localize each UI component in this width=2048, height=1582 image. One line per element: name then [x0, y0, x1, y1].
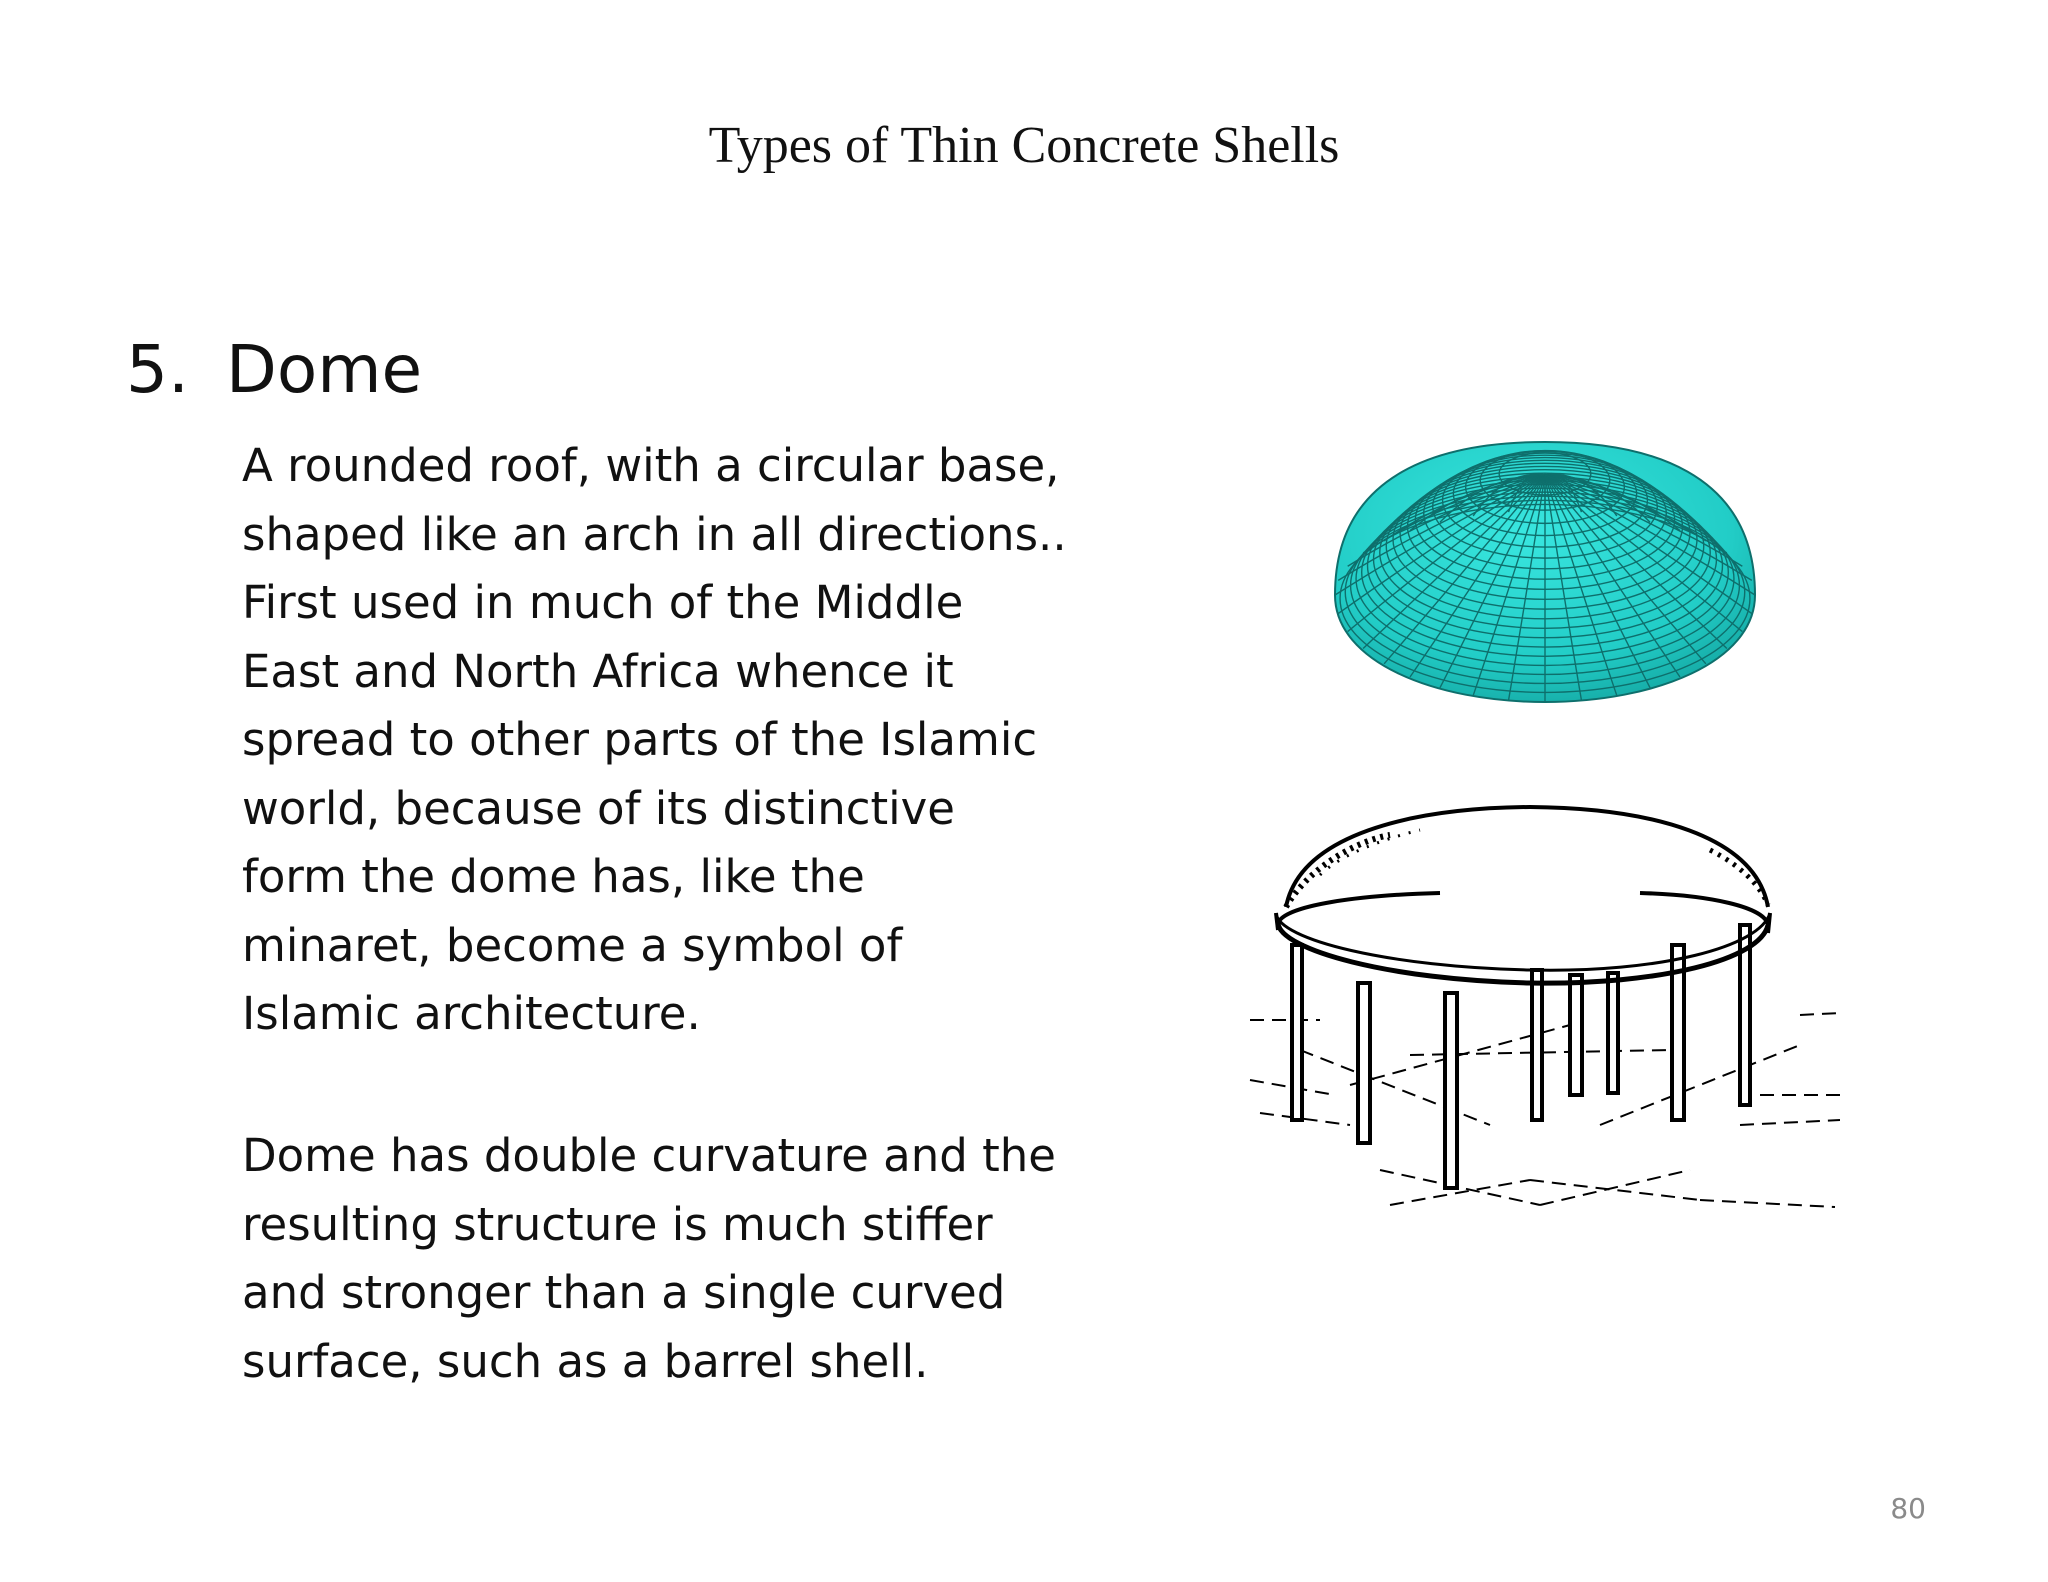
- paragraph-line: Islamic architecture.: [242, 987, 701, 1040]
- section-title: Dome: [226, 331, 423, 408]
- paragraph-line: A rounded roof, with a circular base,: [242, 439, 1060, 492]
- paragraph-line: First used in much of the Middle: [242, 576, 964, 629]
- paragraph-line: resulting structure is much stiffer: [242, 1197, 993, 1251]
- paragraph-line: Dome has double curvature and the: [242, 1129, 1056, 1182]
- description-paragraph: [242, 432, 1122, 1049]
- paragraph-line: shaped like an arch in all directions..: [242, 507, 1067, 561]
- dome-pavilion-figure: [1240, 795, 1840, 1215]
- paragraph-line: East and North Africa whence it: [242, 644, 954, 698]
- section-heading: [126, 330, 422, 410]
- paragraph-line: surface, such as a barrel shell.: [242, 1334, 929, 1388]
- curvature-paragraph: [242, 1122, 1122, 1396]
- paragraph-line: form the dome has, like the: [242, 850, 865, 903]
- slide-title: Types of Thin Concrete Shells: [708, 117, 1340, 174]
- dome-pavilion-illustration: [1240, 795, 1840, 1215]
- dome-cap: [1286, 807, 1768, 907]
- ring-beam: [1276, 893, 1770, 983]
- dome-mesh-illustration: [1320, 430, 1770, 720]
- paragraph-line: minaret, become a symbol of: [242, 918, 903, 972]
- paragraph-line: spread to other parts of the Islamic: [242, 713, 1038, 766]
- dome-mesh-figure: [1320, 430, 1770, 720]
- paragraph-line: world, because of its distinctive: [242, 781, 955, 835]
- paragraph-line: and stronger than a single curved: [242, 1266, 1006, 1319]
- section-number: 5.: [126, 331, 189, 408]
- page-number: 80: [1890, 1492, 1926, 1525]
